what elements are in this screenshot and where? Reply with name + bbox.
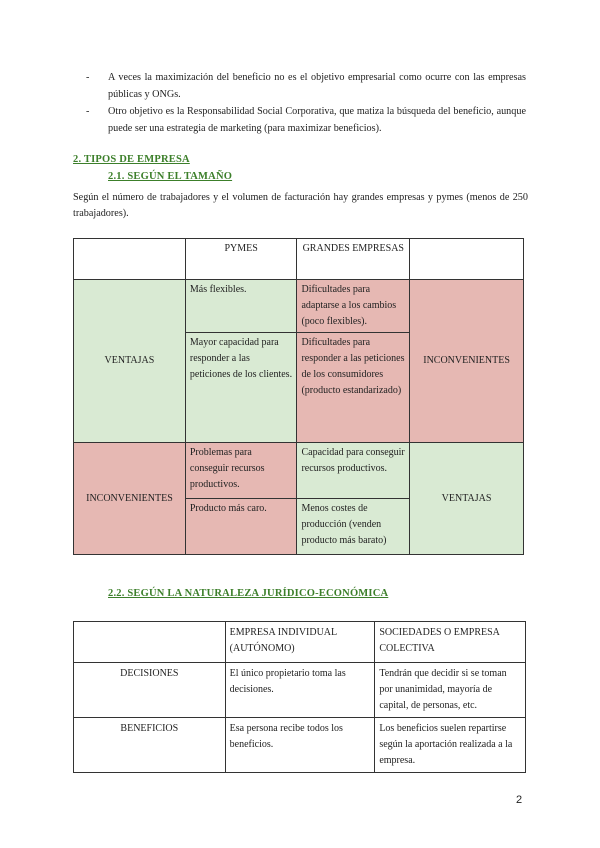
- empty-header-cell: [74, 622, 226, 663]
- header-sociedades: SOCIEDADES O EMPRESA COLECTIVA: [375, 622, 526, 663]
- cell-pymes-capacidad: Mayor capacidad para responder a las peticiones de los clientes.: [185, 333, 297, 443]
- bullet-item: [86, 70, 526, 103]
- cell-grandes-poco-flexibles: Dificultades para adaptarse a los cambios (poco flexibles).: [297, 280, 410, 333]
- bullet-item: [86, 104, 526, 137]
- header-pymes: PYMES: [185, 239, 297, 280]
- page-number: 2: [516, 794, 523, 806]
- cell-decisiones-sociedades: Tendrán que decidir si se toman por unanimidad, mayoría de capital, de personas, etc.: [375, 663, 526, 718]
- subsection-title-naturaleza: 2.2. SEGÚN LA NATURALEZA JURÍDICO-ECONÓMICA: [108, 588, 389, 599]
- bullet-text: Otro objetivo es la Responsabilidad Social Corporativa, que matiza la búsqueda del beneficio, aunque puede ser una estrategia de marketing (para maximizar beneficios).: [108, 106, 526, 134]
- section-title: 2. TIPOS DE EMPRESA: [73, 154, 190, 165]
- cell-pymes-flexibles: Más flexibles.: [185, 280, 297, 333]
- label-inconvenientes-pymes: INCONVENIENTES: [74, 443, 186, 555]
- legal-nature-table: [73, 621, 526, 773]
- subsection-title-size: 2.1. SEGÚN EL TAMAÑO: [108, 171, 233, 182]
- cell-pymes-problemas: Problemas para conseguir recursos productivos.: [185, 443, 297, 499]
- row-label-beneficios: BENEFICIOS: [74, 718, 226, 773]
- cell-beneficios-sociedades: Los beneficios suelen repartirse según la aportación realizada a la empresa.: [375, 718, 526, 773]
- cell-decisiones-individual: El único propietario toma las decisiones.: [225, 663, 375, 718]
- cell-pymes-caro: Producto más caro.: [185, 499, 297, 555]
- bullet-dash: -: [86, 72, 90, 83]
- row-label-decisiones: DECISIONES: [74, 663, 226, 718]
- empty-header-cell: [410, 239, 524, 280]
- cell-grandes-costes: Menos costes de producción (venden producto más barato): [297, 499, 410, 555]
- bullet-dash: -: [86, 106, 90, 117]
- label-ventajas-pymes: VENTAJAS: [74, 280, 186, 443]
- cell-grandes-dificultades: Dificultades para responder a las peticiones de los consumidores (producto estandarizado): [297, 333, 410, 443]
- size-paragraph: Según el número de trabajadores y el volumen de facturación hay grandes empresas y pymes (menos de 250 trabajadores).: [73, 192, 528, 219]
- label-inconvenientes-grandes: INCONVENIENTES: [410, 280, 524, 443]
- header-grandes-empresas: GRANDES EMPRESAS: [297, 239, 410, 280]
- header-empresa-individual: EMPRESA INDIVIDUAL (AUTÓNOMO): [225, 622, 375, 663]
- size-comparison-table: [73, 238, 524, 555]
- empty-header-cell: [74, 239, 186, 280]
- label-ventajas-grandes: VENTAJAS: [410, 443, 524, 555]
- bullet-list: [86, 70, 526, 138]
- bullet-text: A veces la maximización del beneficio no es el objetivo empresarial como ocurre con las empresas públicas y ONGs.: [108, 72, 526, 100]
- cell-beneficios-individual: Esa persona recibe todos los beneficios.: [225, 718, 375, 773]
- cell-grandes-capacidad: Capacidad para conseguir recursos productivos.: [297, 443, 410, 499]
